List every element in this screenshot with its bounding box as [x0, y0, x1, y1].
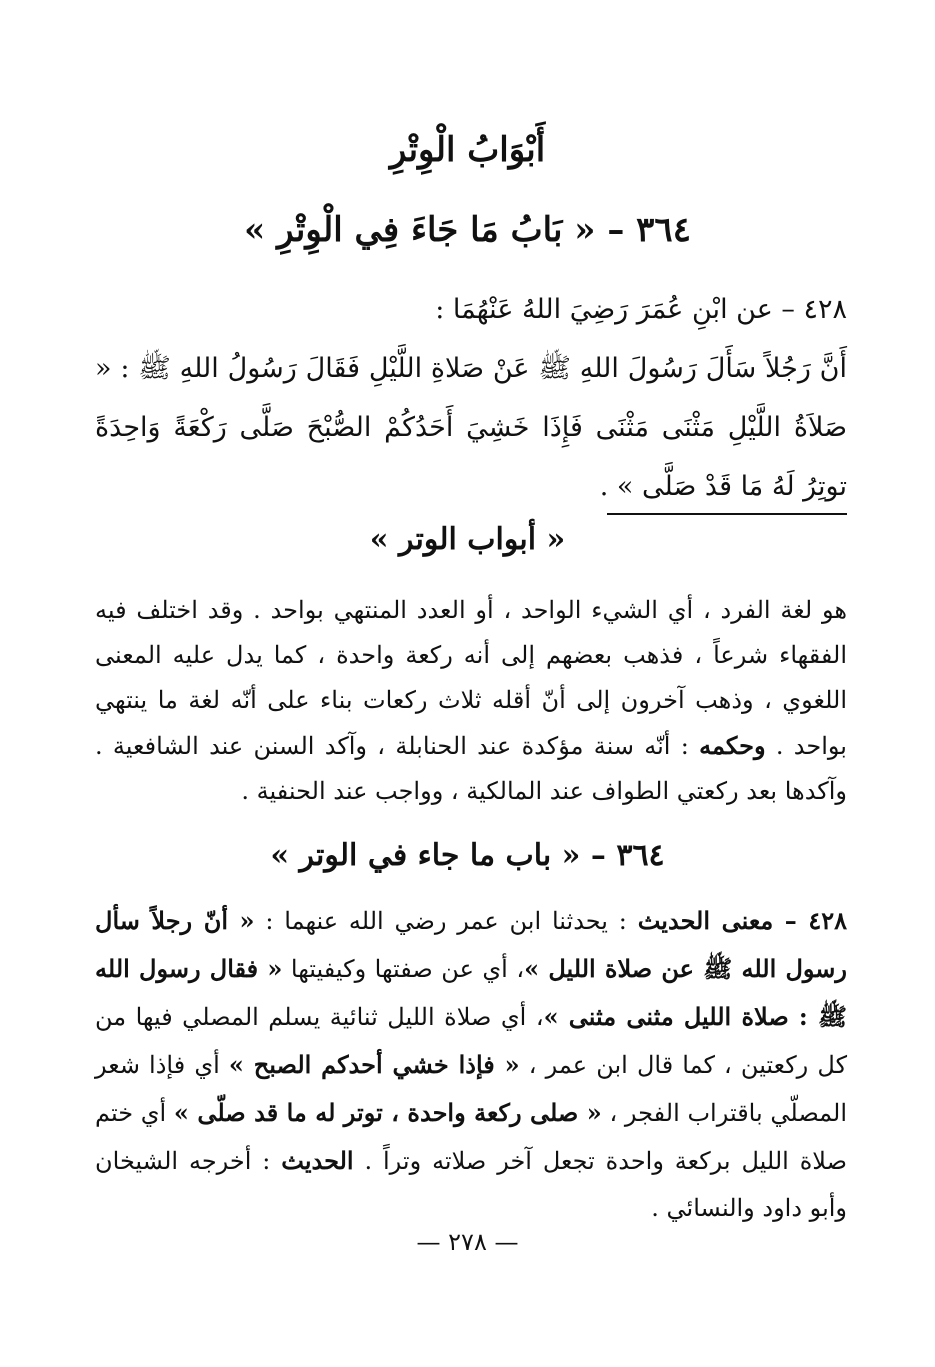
- hadith-intro: ٤٢٨ – عن ابْنِ عُمَرَ رَضِيَ اللهُ عَنْهُمَا :: [435, 294, 847, 325]
- page-number: — ٢٧٨ —: [416, 1228, 519, 1256]
- explanation-quote-3: « فإذا خشي أحدكم الصبح »: [228, 1050, 520, 1079]
- explanation-segment-3: ، أي صلاة الليل ثنائية يسلم المصلي فيها من كل ركعتين ، كما قال ابن عمر ،: [95, 1003, 847, 1079]
- commentary-text-1: هو لغة الفرد ، أي الشيء الواحد ، أو العدد المنتهي بواحد . وقد اختلف فيه الفقهاء شرعاً ، فذهب بعضهم إلى أنه ركعة واحدة ، كما يدل عليه المعنى اللغوي ، وذهب آخرون إلى أنّ أقله ثلاث ركعات بناء على أنّه لغة ما ينتهي بواحد .: [95, 596, 847, 760]
- explanation-quote-1: « أنّ رجلاً سأل رسول الله ﷺ عن صلاة الليل »: [95, 906, 848, 983]
- explanation-segment-1: : يحدثنا ابن عمر رضي الله عنهما :: [265, 907, 627, 935]
- commentary-block: [95, 588, 847, 814]
- ruling-label: وحكمه: [699, 731, 766, 760]
- explanation-quote-2: « فقال رسول الله ﷺ : صلاة الليل مثنى مثنى »: [95, 954, 847, 1031]
- hadith-text: أَنَّ رَجُلاً سَأَلَ رَسُولَ اللهِ ﷺ عَنْ صَلاةِ اللَّيْلِ فَقَالَ رَسُولُ اللهِ ﷺ : « صَلاَةُ اللَّيْلِ مَثْنَى مَثْنَى فَإِذَا خَشِيَ أَحَدُكُمْ الصُّبْحَ صَلَّى رَكْعَةً وَاحِدَةً توتِرُ لَهُ مَا قَدْ صَلَّى » .: [95, 353, 847, 502]
- commentary-paragraph: [95, 588, 847, 814]
- explanation-segment-5: أي ختم صلاة الليل بركعة واحدة تجعل آخر صلاته وتراً .: [95, 1099, 847, 1175]
- footnote-divider: [607, 513, 847, 515]
- commentary-text-2: : أنّه سنة مؤكدة عند الحنابلة ، وآكد السنن عند الشافعية . وآكدها بعد ركعتي الطواف عند المالكية ، وواجب عند الحنفية .: [95, 732, 847, 805]
- commentary-chapter-heading: ٣٦٤ – « باب ما جاء في الوتر »: [270, 838, 665, 873]
- explanation-segment-4: أي فإذا شعر المصلّي باقتراب الفجر ،: [95, 1051, 847, 1127]
- hadith-block: [95, 280, 847, 516]
- explanation-segment-6: : أخرجه الشيخان وأبو داود والنسائي .: [95, 1147, 847, 1222]
- chapter-heading: ٣٦٤ – « بَابُ مَا جَاءَ فِي الْوِتْرِ »: [244, 210, 691, 250]
- explanation-block: [95, 897, 847, 1232]
- explanation-paragraph: [95, 897, 847, 1232]
- commentary-title: « أبواب الوتر »: [369, 522, 566, 557]
- explanation-label: ٤٢٨ – معنى الحديث: [637, 906, 848, 935]
- explanation-quote-4: « صلى ركعة واحدة ، توتر له ما قد صلّى »: [173, 1098, 602, 1127]
- main-title: أَبْوَابُ الْوِتْرِ: [389, 130, 546, 170]
- explanation-segment-2: ، أي عن صفتها وكيفيتها: [290, 955, 525, 983]
- takhrij-label: الحديث: [281, 1146, 354, 1175]
